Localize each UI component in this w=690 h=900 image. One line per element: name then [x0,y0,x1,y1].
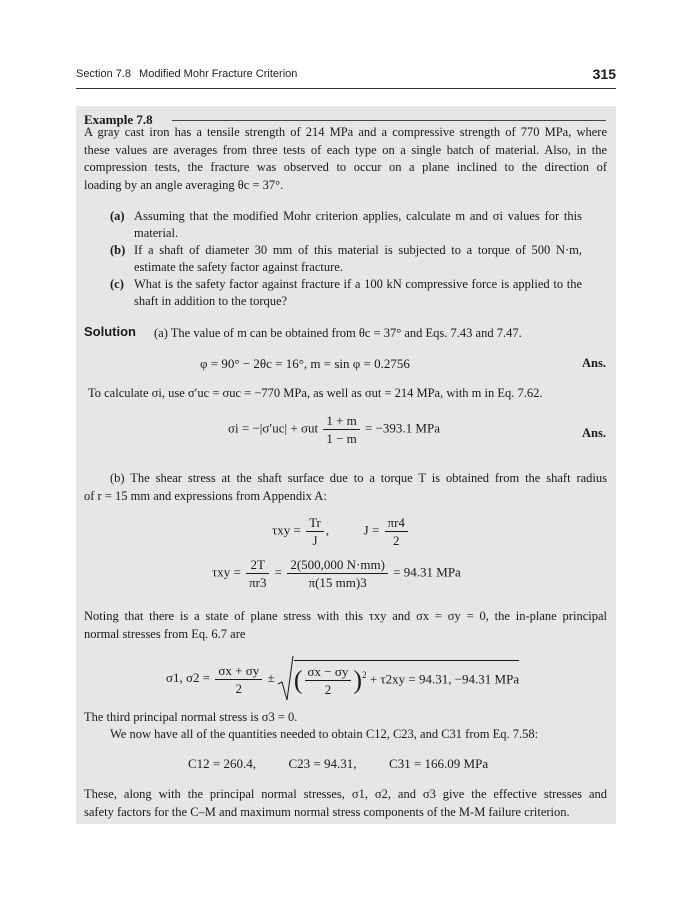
intro-line: loading by an angle averaging θc = 37°. [84,177,284,192]
fraction [323,412,359,447]
radical-sign [278,656,294,702]
section-title: Modified Mohr Fracture Criterion [139,68,298,80]
question-text: estimate the safety factor against fracture. [134,260,343,274]
fraction-denominator: J [312,533,318,548]
running-header [76,66,616,89]
quantities-text: We now have all of the quantities needed to obtain C12, C23, and C31 from Eq. 7.58: [110,727,539,741]
intro-line: A gray cast iron has a tensile strength of 214 MPa and a compressive strength of 770 MPa, where [84,125,607,139]
fraction [305,663,352,698]
fraction-numerator: Tr [306,514,324,532]
eq-separator: , [325,522,330,538]
eq-plus-minus: ± [267,669,275,685]
fraction-numerator: 1 + m [323,412,359,430]
eq-lhs: σ1, σ2 = [166,669,211,685]
question-text: If a shaft of diameter 30 mm of this material is subjected to a torque of 500 N·m, [134,243,582,257]
intro-line: compression tests, the fracture was observed to occur on a plane inclined to the direction of [84,160,607,175]
c31-value: C31 = 166.09 MPa [389,756,489,771]
answer-label: Ans. [582,426,606,440]
fraction-denominator: πr3 [249,575,267,590]
example-title: Example 7.8 [84,112,153,127]
fraction [287,556,388,591]
square-root: ( $\frac{\sigma x - \sigma y}{2}$ )$^2$ + τ2xy = 94.31, −94.31 MPa [278,656,519,702]
fraction-numerator: πr4 [385,514,408,532]
sigma-i-intro: To calculate σi, use σ′uc = σuc = −770 MPa, as well as σut = 214 MPa, with m in Eq. 7.62. [88,386,543,400]
eq-lhs: τxy = [272,522,301,538]
plane-stress-text [84,608,607,643]
equation-tau-value [212,556,461,591]
question-text: shaft in addition to the torque? [134,294,288,308]
closing-line: safety factors for the C–M and maximum normal stress components of the M-M failure criterion. [84,804,570,819]
fraction-denominator: 1 − m [326,431,357,446]
question-a [110,208,610,242]
question-label: (c) [110,277,124,291]
eq-rhs: = −393.1 MPa [365,420,440,436]
part-b-line: of r = 15 mm and expressions from Appendix A: [84,488,327,503]
page-number: 315 [592,66,616,82]
fraction-numerator: σx + σy [215,662,262,680]
part-b-line: (b) The shear stress at the shaft surface due to a torque T is obtained from the shaft radius [110,471,607,485]
eq-rhs: = 94.31 MPa [393,564,461,580]
equation-phi-m: φ = 90° − 2θc = 16°, m = sin φ = 0.2756 [200,356,410,371]
fraction-denominator: π(15 mm)3 [308,575,367,590]
closing-text [84,786,607,821]
question-text: What is the safety factor against fracture if a 100 kN compressive force is applied to the [134,277,582,291]
fraction [306,514,324,549]
closing-line: These, along with the principal normal stresses, σ1, σ2, and σ3 give the effective stresses and [84,787,607,801]
eq-lhs: τxy = [212,564,241,580]
equation-tau-j [272,514,410,549]
part-b-intro [84,470,607,505]
solution-label: Solution [84,324,136,339]
plane-stress-line: Noting that there is a state of plane stress with this τxy and σx = σy = 0, the in-plane principal [84,609,607,623]
equation-c-values [188,756,488,772]
fraction-denominator: 2 [235,680,243,696]
answer-label: Ans. [582,356,606,370]
question-text: Assuming that the modified Mohr criterion applies, calculate m and σi values for this [134,209,582,223]
equation-sigma-i [228,412,440,447]
eq-lhs: σi = −|σ′uc| + σut [228,420,319,436]
example-title-rule [172,120,606,121]
fraction [385,514,408,549]
eq-lhs: J = [363,522,380,538]
fraction [215,662,262,697]
question-c [110,276,610,310]
fraction-denominator: 2 [324,682,332,697]
third-stress-text: The third principal normal stress is σ3 = 0. [84,710,298,724]
question-label: (a) [110,209,125,223]
eq-rhs: + τ2xy = 94.31, −94.31 MPa [369,671,520,687]
part-a-intro: (a) The value of m can be obtained from θc = 37° and Eqs. 7.43 and 7.47. [154,326,522,340]
example-intro [84,124,607,194]
eq-equals: = [274,564,283,580]
question-text: material. [134,226,179,240]
fraction-numerator: σx − σy [305,663,352,681]
intro-line: these values are averages from three tests of each type on a single batch of material. Also, in the [84,142,607,157]
question-b [110,242,610,276]
c23-value: C23 = 94.31, [288,756,357,771]
plane-stress-line: normal stresses from Eq. 6.7 are [84,626,246,641]
section-number: Section 7.8 [76,68,132,80]
fraction-denominator: 2 [392,533,400,548]
c12-value: C12 = 260.4, [188,756,257,771]
fraction-numerator: 2T [246,556,269,574]
equation-principal-stresses [166,656,519,702]
section-heading [76,68,297,80]
fraction-numerator: 2(500,000 N·mm) [287,556,388,574]
question-label: (b) [110,243,126,257]
fraction [246,556,269,591]
